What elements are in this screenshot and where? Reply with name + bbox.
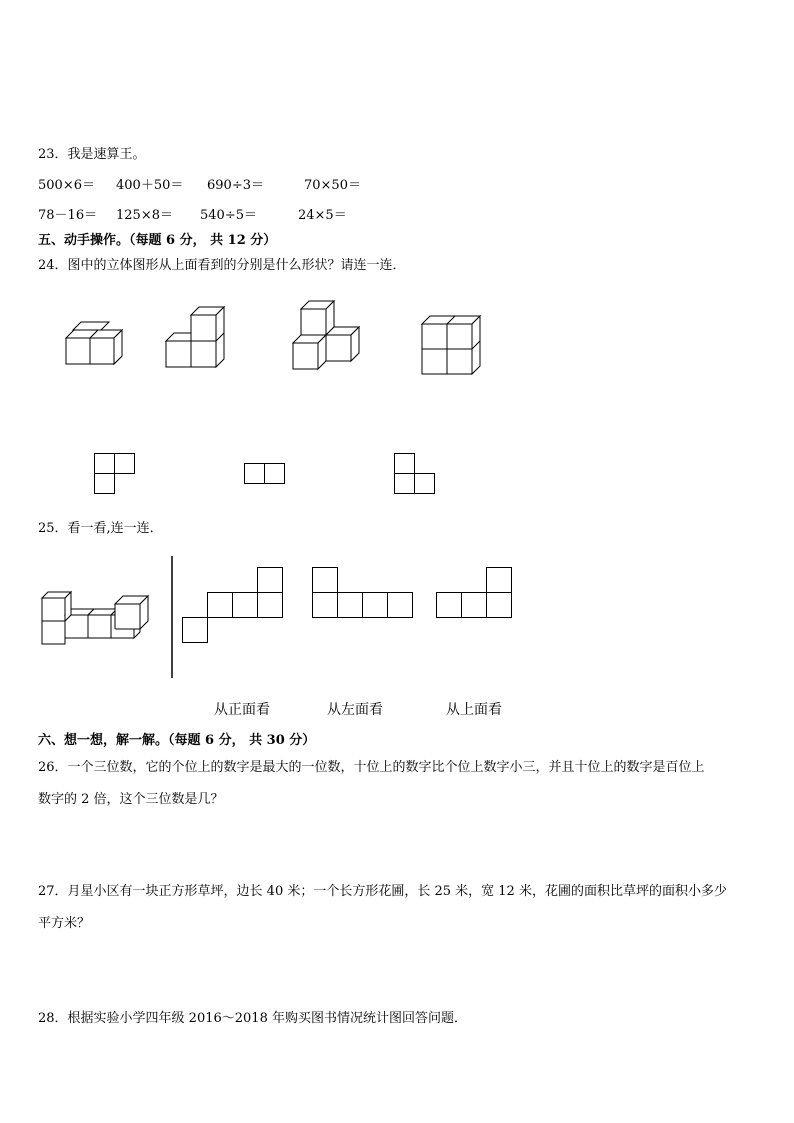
q23-expr-2: 400＋50＝ [116,178,184,193]
q23-title: 23．我是速算王。 [38,147,146,162]
q26-line-1: 26．一个三位数，它的个位上的数字是最大的一位数，十位上的数字比个位上数字小三，并且十位上的数字是百位上 [38,760,705,775]
q24-solid-2 [163,307,233,377]
q25-label-left: 从左面看 [327,702,383,718]
q23-expr-5: 78－16＝ [38,208,98,223]
q26-line-2: 数字的 2 倍，这个三位数是几？ [38,792,224,807]
q23-expr-1: 500×6＝ [38,178,95,193]
q23-expr-4: 70×50＝ [304,178,361,193]
q24-top-view-2 [244,463,289,488]
q25-view-1 [182,567,287,647]
section-6-heading: 六、想一想，解一解。（每题 6 分， 共 30 分） [38,733,316,748]
q25-view-2 [312,567,417,622]
section-5-heading: 五、动手操作。（每题 6 分， 共 12 分） [38,233,277,248]
q23-expr-3: 690÷3＝ [207,178,264,193]
q25-view-3 [436,567,516,622]
q24-solid-3 [290,300,360,375]
q25-label-front: 从正面看 [214,702,270,718]
q25-divider [170,556,174,678]
q24-top-view-3 [394,453,439,498]
q24-top-view-1 [94,453,139,498]
q23-expr-6: 125×8＝ [116,208,173,223]
q24-solid-4 [419,312,489,382]
q25-title: 25．看一看,连一连． [38,521,163,536]
q27-line-1: 27．月星小区有一块正方形草坪，边长 40 米；一个长方形花圃，长 25 米，宽 12 米，花圃的面积比草坪的面积小多少 [38,884,727,899]
q23-expr-8: 24×5＝ [298,208,347,223]
q24-solid-1 [62,320,132,370]
q23-expr-7: 540÷5＝ [200,208,257,223]
q25-label-top: 从上面看 [446,702,502,718]
q28-line-1: 28．根据实验小学四年级 2016～2018 年购买图书情况统计图回答问题． [38,1011,467,1026]
q27-line-2: 平方米？ [38,916,91,931]
q24-title: 24．图中的立体图形从上面看到的分别是什么形状？请连一连． [38,258,406,273]
